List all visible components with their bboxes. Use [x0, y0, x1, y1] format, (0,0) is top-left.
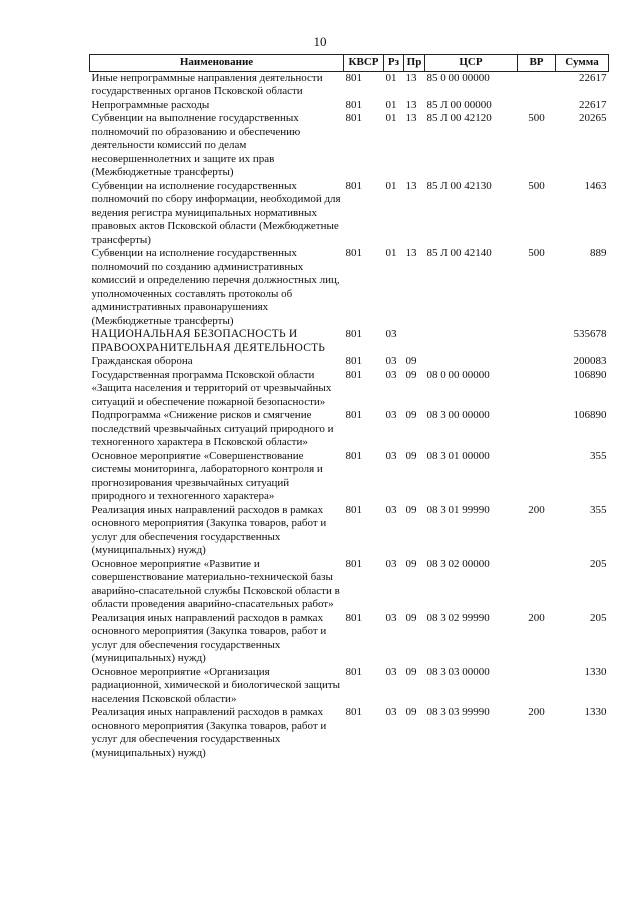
cell-kvsr: 801 — [345, 503, 362, 516]
table-row — [90, 504, 609, 558]
cell-vr — [518, 369, 556, 410]
cell-vr — [518, 666, 556, 707]
cell-pr — [404, 328, 425, 355]
cell-rz: 03 — [385, 328, 397, 340]
table-row — [90, 112, 609, 180]
cell-name: НАЦИОНАЛЬНАЯ БЕЗОПАСНОСТЬ И ПРАВООХРАНИТЕЛЬНАЯ ДЕЯТЕЛЬНОСТЬ — [91, 328, 326, 354]
cell-csr: 08 3 01 99990 — [426, 503, 490, 516]
cell-name: Субвенции на выполнение государственных полномочий по образованию и обеспечению деятельности комиссий по делам несовершеннолетних и защите их прав (Межбюджетные трансферты) — [91, 112, 301, 178]
cell-pr: 09 — [405, 503, 417, 516]
table-row — [90, 369, 609, 410]
cell-vr — [518, 558, 556, 612]
cell-sum: 20265 — [579, 112, 607, 124]
cell-kvsr: 801 — [345, 557, 362, 570]
cell-kvsr: 801 — [345, 449, 362, 462]
header-csr: ЦСР — [425, 55, 518, 72]
cell-kvsr: 801 — [345, 409, 362, 421]
cell-csr: 85 Л 00 42120 — [426, 112, 492, 124]
cell-rz: 03 — [385, 368, 397, 381]
cell-vr: 500 — [528, 247, 545, 259]
cell-rz: 03 — [385, 449, 397, 462]
cell-csr: 08 3 03 00000 — [426, 665, 490, 678]
header-sum: Сумма — [556, 55, 609, 72]
cell-name: Подпрограмма «Снижение рисков и смягчение последствий чрезвычайных ситуаций природного и техногенного характера в Псковской области» — [91, 409, 334, 448]
cell-kvsr: 801 — [345, 179, 362, 192]
cell-pr: 09 — [405, 611, 417, 624]
table-body — [90, 71, 609, 760]
table-row — [90, 328, 609, 355]
table-row — [90, 450, 609, 504]
cell-name: Основное мероприятие «Организация радиационной, химической и биологической защиты населения Псковской области» — [91, 665, 341, 705]
cell-vr: 500 — [528, 179, 545, 192]
cell-sum: 1330 — [584, 706, 607, 718]
cell-vr — [518, 409, 556, 450]
header-name: Наименование — [90, 55, 344, 72]
cell-rz: 01 — [385, 179, 397, 192]
header-rz: Рз — [384, 55, 404, 72]
cell-kvsr: 801 — [345, 355, 362, 367]
header-vr: ВР — [518, 55, 556, 72]
table-row — [90, 71, 609, 99]
cell-rz: 03 — [385, 611, 397, 624]
cell-vr — [518, 355, 556, 369]
table-row — [90, 247, 609, 328]
cell-csr: 08 0 00 00000 — [426, 368, 490, 381]
cell-name: Непрограммные расходы — [91, 98, 210, 111]
cell-pr: 09 — [405, 449, 417, 462]
cell-sum: 1330 — [584, 665, 607, 678]
cell-kvsr: 801 — [345, 71, 362, 84]
cell-rz: 03 — [385, 665, 397, 678]
cell-sum: 355 — [590, 503, 607, 516]
cell-csr: 08 3 02 00000 — [426, 557, 490, 570]
cell-kvsr: 801 — [345, 247, 362, 259]
cell-name: Субвенции на исполнение государственных полномочий по сбору информации, необходимой для ведения регистра муниципальных нормативных правовых актов Псковской области (Межбюджетные трансферты) — [91, 179, 341, 246]
cell-rz: 01 — [385, 71, 397, 84]
cell-vr — [518, 99, 556, 113]
table-row — [90, 558, 609, 612]
table-row — [90, 99, 609, 113]
cell-csr: 85 Л 00 00000 — [426, 98, 492, 111]
cell-kvsr: 801 — [345, 98, 362, 111]
cell-csr: 08 3 01 00000 — [426, 449, 490, 462]
cell-rz: 03 — [385, 557, 397, 570]
cell-kvsr: 801 — [345, 112, 362, 124]
cell-rz: 03 — [385, 706, 397, 718]
cell-kvsr: 801 — [345, 706, 362, 718]
cell-csr: 85 Л 00 42140 — [426, 247, 492, 259]
cell-csr: 08 3 02 99990 — [426, 611, 490, 624]
cell-sum: 200083 — [573, 355, 607, 367]
cell-name: Основное мероприятие «Совершенствование системы мониторинга, лабораторного контроля и прогнозирования чрезвычайных ситуаций природного и техногенного характера» — [91, 449, 323, 502]
cell-rz: 01 — [385, 98, 397, 111]
header-kvsr: КВСР — [344, 55, 384, 72]
table-row — [90, 180, 609, 248]
cell-csr: 08 3 00 00000 — [426, 409, 490, 421]
table-row — [90, 355, 609, 369]
cell-kvsr: 801 — [345, 611, 362, 624]
table-row — [90, 612, 609, 666]
cell-csr — [425, 355, 518, 369]
cell-pr: 09 — [405, 368, 417, 381]
table-row — [90, 706, 609, 760]
table-header-row — [90, 55, 609, 72]
cell-csr: 85 Л 00 42130 — [426, 179, 492, 192]
cell-pr: 13 — [405, 71, 417, 84]
cell-pr: 13 — [405, 247, 417, 259]
cell-kvsr: 801 — [345, 368, 362, 381]
cell-vr — [518, 328, 556, 355]
page-number: 10 — [313, 34, 327, 49]
cell-kvsr: 801 — [345, 328, 362, 340]
cell-vr: 200 — [528, 503, 545, 516]
cell-sum: 889 — [590, 247, 607, 259]
cell-name: Гражданская оборона — [91, 355, 193, 367]
cell-vr — [518, 71, 556, 99]
cell-sum: 106890 — [573, 368, 607, 381]
cell-name: Государственная программа Псковской области «Защита населения и территорий от чрезвычайных ситуаций и обеспечение пожарной безопасности» — [91, 368, 332, 408]
cell-rz: 01 — [385, 112, 397, 124]
cell-csr — [425, 328, 518, 355]
cell-name: Реализация иных направлений расходов в рамках основного мероприятия (Закупка товаров, работ и услуг для обеспечения государственных (муниципальных) нужд) — [91, 706, 327, 759]
cell-vr — [518, 450, 556, 504]
cell-rz: 03 — [385, 409, 397, 421]
cell-csr: 85 0 00 00000 — [426, 71, 490, 84]
budget-table — [89, 54, 609, 760]
cell-name: Субвенции на исполнение государственных полномочий по созданию административных комиссий и определению перечня должностных лиц, уполномоченных составлять протоколы об административных правонарушениях (Межбюджетные трансферты) — [91, 247, 340, 327]
cell-pr: 09 — [405, 706, 417, 718]
header-pr: Пр — [404, 55, 425, 72]
cell-pr: 13 — [405, 179, 417, 192]
cell-sum: 535678 — [573, 328, 607, 340]
cell-name: Реализация иных направлений расходов в рамках основного мероприятия (Закупка товаров, работ и услуг для обеспечения государственных (муниципальных) нужд) — [91, 611, 327, 664]
table-row — [90, 409, 609, 450]
cell-vr: 200 — [528, 706, 545, 718]
cell-sum: 106890 — [573, 409, 607, 421]
cell-kvsr: 801 — [345, 665, 362, 678]
cell-pr: 13 — [405, 98, 417, 111]
cell-pr: 09 — [405, 409, 417, 421]
cell-sum: 205 — [590, 611, 607, 624]
cell-sum: 355 — [590, 449, 607, 462]
cell-sum: 205 — [590, 557, 607, 570]
cell-vr: 500 — [528, 112, 545, 124]
cell-sum: 22617 — [579, 71, 607, 84]
cell-name: Основное мероприятие «Развитие и совершенствование материально-технической базы аварийно-спасательной службы Псковской области в области проведения аварийно-спасательных работ» — [91, 557, 340, 610]
cell-sum: 1463 — [584, 179, 607, 192]
cell-sum: 22617 — [579, 98, 607, 111]
cell-name: Иные непрограммные направления деятельности государственных органов Псковской области — [91, 71, 323, 97]
cell-rz: 03 — [385, 355, 397, 367]
cell-pr: 09 — [405, 557, 417, 570]
cell-name: Реализация иных направлений расходов в рамках основного мероприятия (Закупка товаров, работ и услуг для обеспечения государственных (муниципальных) нужд) — [91, 503, 327, 556]
cell-pr: 09 — [405, 355, 417, 367]
cell-rz: 03 — [385, 503, 397, 516]
cell-pr: 09 — [405, 665, 417, 678]
cell-csr: 08 3 03 99990 — [426, 706, 490, 718]
cell-vr: 200 — [528, 611, 545, 624]
cell-pr: 13 — [405, 112, 417, 124]
table-row — [90, 666, 609, 707]
cell-rz: 01 — [385, 247, 397, 259]
